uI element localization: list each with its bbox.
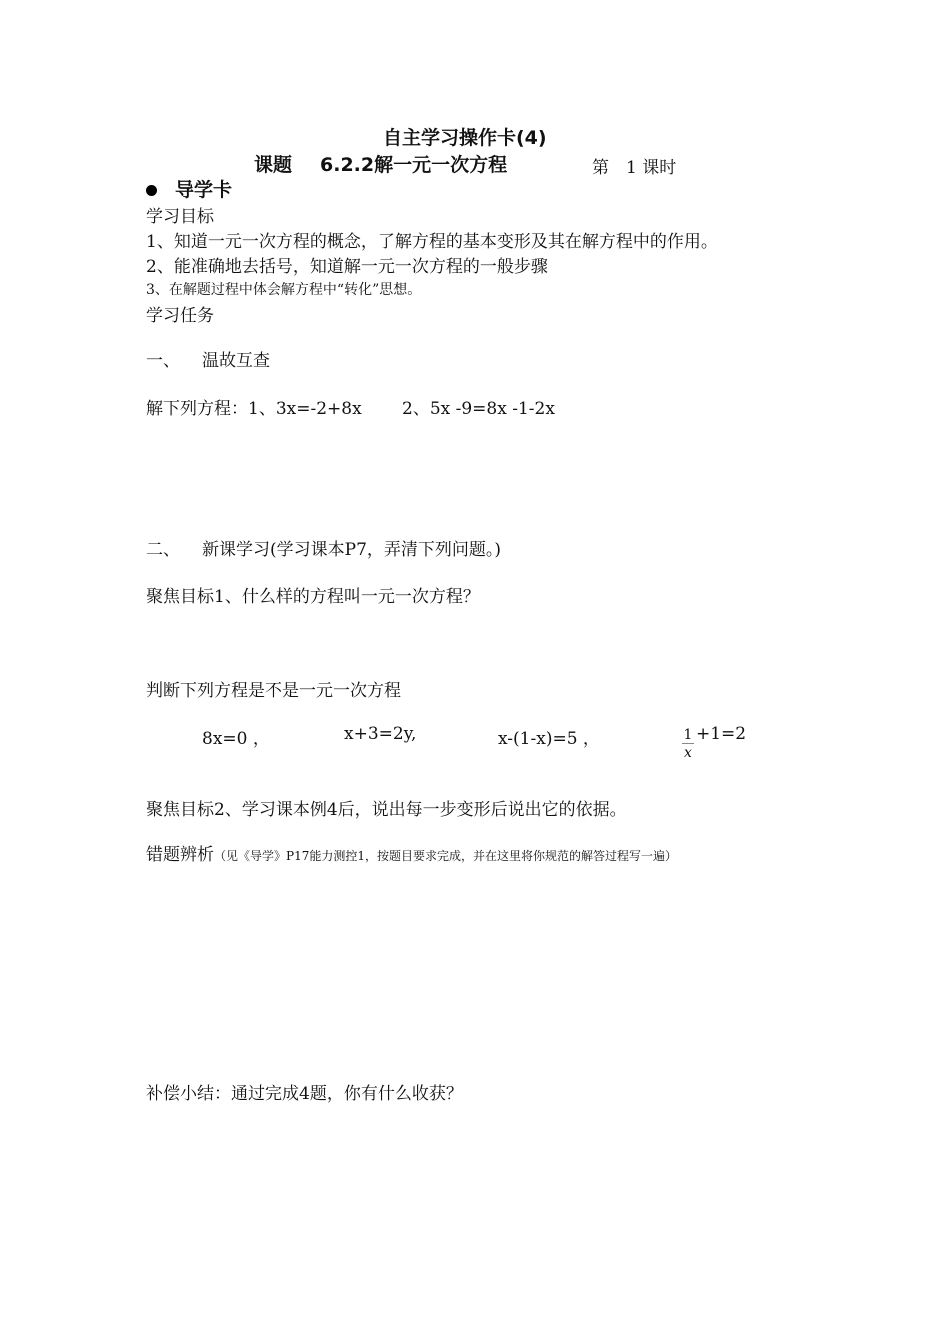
section-heading: [146, 175, 232, 202]
lesson-period: 第 1 课时: [592, 158, 677, 178]
main-title: 自主学习操作卡(4): [383, 127, 547, 149]
bullet-icon: [146, 185, 157, 196]
equation-3: x-(1-x)=5 ，: [498, 729, 600, 749]
tasks-heading: 学习任务: [146, 306, 214, 326]
topic-title: 6.2.2解一元一次方程: [320, 154, 508, 176]
error-analysis-title: 错题辨析: [146, 845, 214, 865]
summary-prompt: 补偿小结：通过完成4题，你有什么收获？: [146, 1084, 463, 1104]
goal-item-2: 2、能准确地去括号，知道解一元一次方程的一般步骤: [146, 257, 548, 277]
part1-title: 温故互查: [202, 351, 270, 371]
equation-4-rest: +1=2: [696, 724, 747, 744]
error-analysis-note: （见《导学》P17能力测控1，按题目要求完成，并在这里将你规范的解答过程写一遍）: [214, 849, 677, 863]
solve-equation-2: 2、5x -9=8x -1-2x: [402, 399, 555, 419]
judge-prompt: 判断下列方程是不是一元一次方程: [146, 681, 401, 701]
equation-2: x+3=2y,: [344, 724, 417, 744]
fraction-numerator: 1: [683, 727, 693, 743]
error-analysis: [146, 840, 677, 865]
goal-item-3: 3、在解题过程中体会解方程中“转化”思想。: [146, 282, 422, 298]
solve-equations: 解下列方程：1、3x=-2+8x: [146, 399, 362, 419]
goals-heading: 学习目标: [146, 207, 214, 227]
fraction-denominator: x: [684, 745, 692, 761]
goal-item-1: 1、知道一元一次方程的概念，了解方程的基本变形及其在解方程中的作用。: [146, 232, 718, 252]
equation-1: 8x=0 ，: [202, 729, 270, 749]
focus-goal-1: 聚焦目标1、什么样的方程叫一元一次方程？: [146, 587, 480, 607]
part2-title: 新课学习(学习课本P7，弄清下列问题。): [202, 540, 502, 560]
topic-prefix: 课题: [254, 154, 293, 176]
part1-index: 一、: [146, 351, 180, 371]
focus-goal-2: 聚焦目标2、学习课本例4后，说出每一步变形后说出它的依据。: [146, 800, 627, 820]
equation-4-fraction: [681, 727, 695, 762]
part2-index: 二、: [146, 540, 180, 560]
section-heading-label: 导学卡: [175, 179, 233, 201]
